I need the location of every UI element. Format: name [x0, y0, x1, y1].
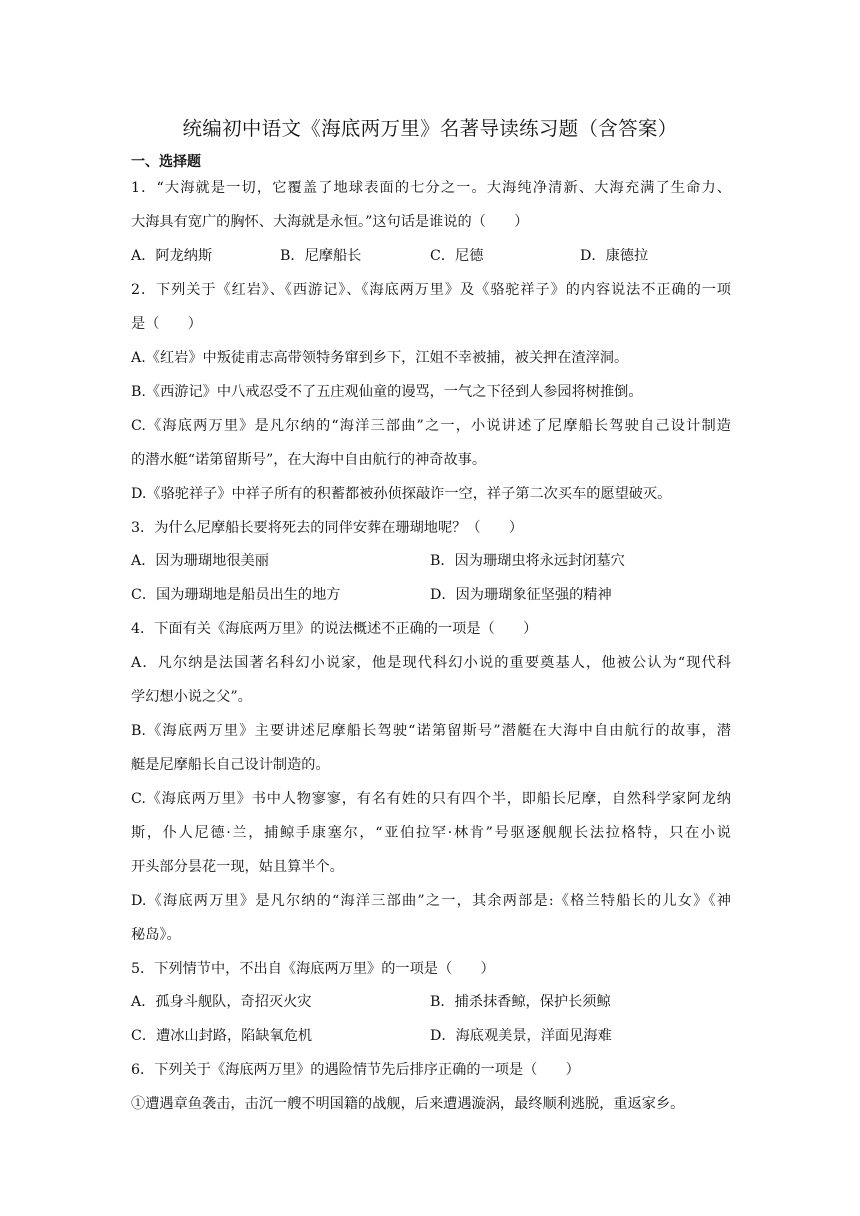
question-4-option-b-line-1: B.《海底两万里》主要讲述尼摩船长驾驶“诺第留斯号”潜艇在大海中自由航行的故事，潜	[131, 723, 731, 739]
question-5-option-a: A．孤身斗舰队，奇招灭火灾	[131, 994, 312, 1010]
question-5-option-b: B．捕杀抹香鲸，保护长须鲸	[430, 994, 611, 1010]
question-4-option-a-line-1: A．凡尔纳是法国著名科幻小说家，他是现代科幻小说的重要奠基人，他被公认为“现代科	[131, 655, 731, 671]
question-3-option-b: B．因为珊瑚虫将永远封闭墓穴	[430, 553, 625, 569]
question-4-option-c-line-1: C.《海底两万里》书中人物寥寥，有名有姓的只有四个半，即船长尼摩，自然科学家阿龙纳	[131, 791, 731, 807]
question-5-option-d: D．海底观美景，洋面见海难	[430, 1028, 612, 1044]
section-heading: 一、选择题	[131, 154, 201, 170]
question-4-option-b-line-2: 艇是尼摩船长自己设计制造的。	[131, 757, 330, 773]
question-2-option-c-line-1: C.《海底两万里》是凡尔纳的“海洋三部曲”之一，小说讲述了尼摩船长驾驶自己设计制造	[131, 418, 731, 434]
question-2-option-d: D.《骆驼祥子》中祥子所有的积蓄都被孙侦探敲诈一空，祥子第二次买车的愿望破灭。	[131, 486, 672, 502]
question-2-text-line-2: 是（ ）	[131, 316, 202, 332]
question-3-option-d: D．因为珊瑚象征坚强的精神	[430, 587, 612, 603]
question-4-option-c-line-3: 开头部分昙花一现，姑且算半个。	[131, 859, 344, 875]
question-5-text: 5．下列情节中，不出自《海底两万里》的一项是（ ）	[131, 961, 495, 977]
question-1-option-b: B．尼摩船长	[280, 248, 362, 264]
question-1-text-line-1: 1．“大海就是一切，它覆盖了地球表面的七分之一。大海纯净清新、大海充满了生命力、	[131, 180, 731, 196]
question-6-sequence-1: ①遭遇章鱼袭击，击沉一艘不明国籍的战舰，后来遭遇漩涡，最终顺利逃脱，重返家乡。	[131, 1096, 685, 1112]
question-4-text: 4．下面有关《海底两万里》的说法概述不正确的一项是（ ）	[131, 621, 538, 637]
question-3-text: 3．为什么尼摩船长要将死去的同伴安葬在珊瑚地呢？（ ）	[131, 520, 524, 536]
question-3-option-c: C．国为珊瑚地是船员出生的地方	[131, 587, 341, 603]
question-1-option-c: C．尼德	[430, 248, 484, 264]
question-1-text-line-2: 大海具有宽广的胸怀、大海就是永恒。”这句话是谁说的（ ）	[131, 214, 529, 230]
question-6-text: 6．下列关于《海底两万里》的遇险情节先后排序正确的一项是（ ）	[131, 1062, 580, 1078]
question-4-option-d-line-1: D.《海底两万里》是凡尔纳的“海洋三部曲”之一，其余两部是:《格兰特船长的儿女》《神	[131, 893, 731, 909]
question-3-option-a: A．因为珊瑚地很美丽	[131, 553, 269, 569]
question-1-option-a: A．阿龙纳斯	[131, 248, 213, 264]
question-5-option-c: C．遭冰山封路，陷缺氧危机	[131, 1028, 313, 1044]
question-1-option-d: D．康德拉	[580, 248, 649, 264]
question-4-option-d-line-2: 秘岛》。	[131, 927, 181, 943]
page-title: 统编初中语文《海底两万里》名著导读练习题（含答案）	[182, 117, 678, 140]
question-4-option-c-line-2: 斯，仆人尼德·兰，捕鲸手康塞尔，“亚伯拉罕·林肯”号驱逐舰舰长法拉格特，只在小说	[131, 825, 731, 841]
question-2-option-c-line-2: 的潜水艇“诺第留斯号”，在大海中自由航行的神奇故事。	[131, 452, 487, 468]
question-2-text-line-1: 2．下列关于《红岩》、《西游记》、《海底两万里》及《骆驼祥子》的内容说法不正确的一项	[131, 282, 731, 298]
question-2-option-a: A.《红岩》中叛徒甫志高带领特务窜到乡下，江姐不幸被捕，被关押在渣滓洞。	[131, 350, 629, 366]
question-2-option-b: B.《西游记》中八戒忍受不了五庄观仙童的谩骂，一气之下径到人参园将树推倒。	[131, 384, 643, 400]
question-4-option-a-line-2: 学幻想小说之父”。	[131, 689, 252, 705]
